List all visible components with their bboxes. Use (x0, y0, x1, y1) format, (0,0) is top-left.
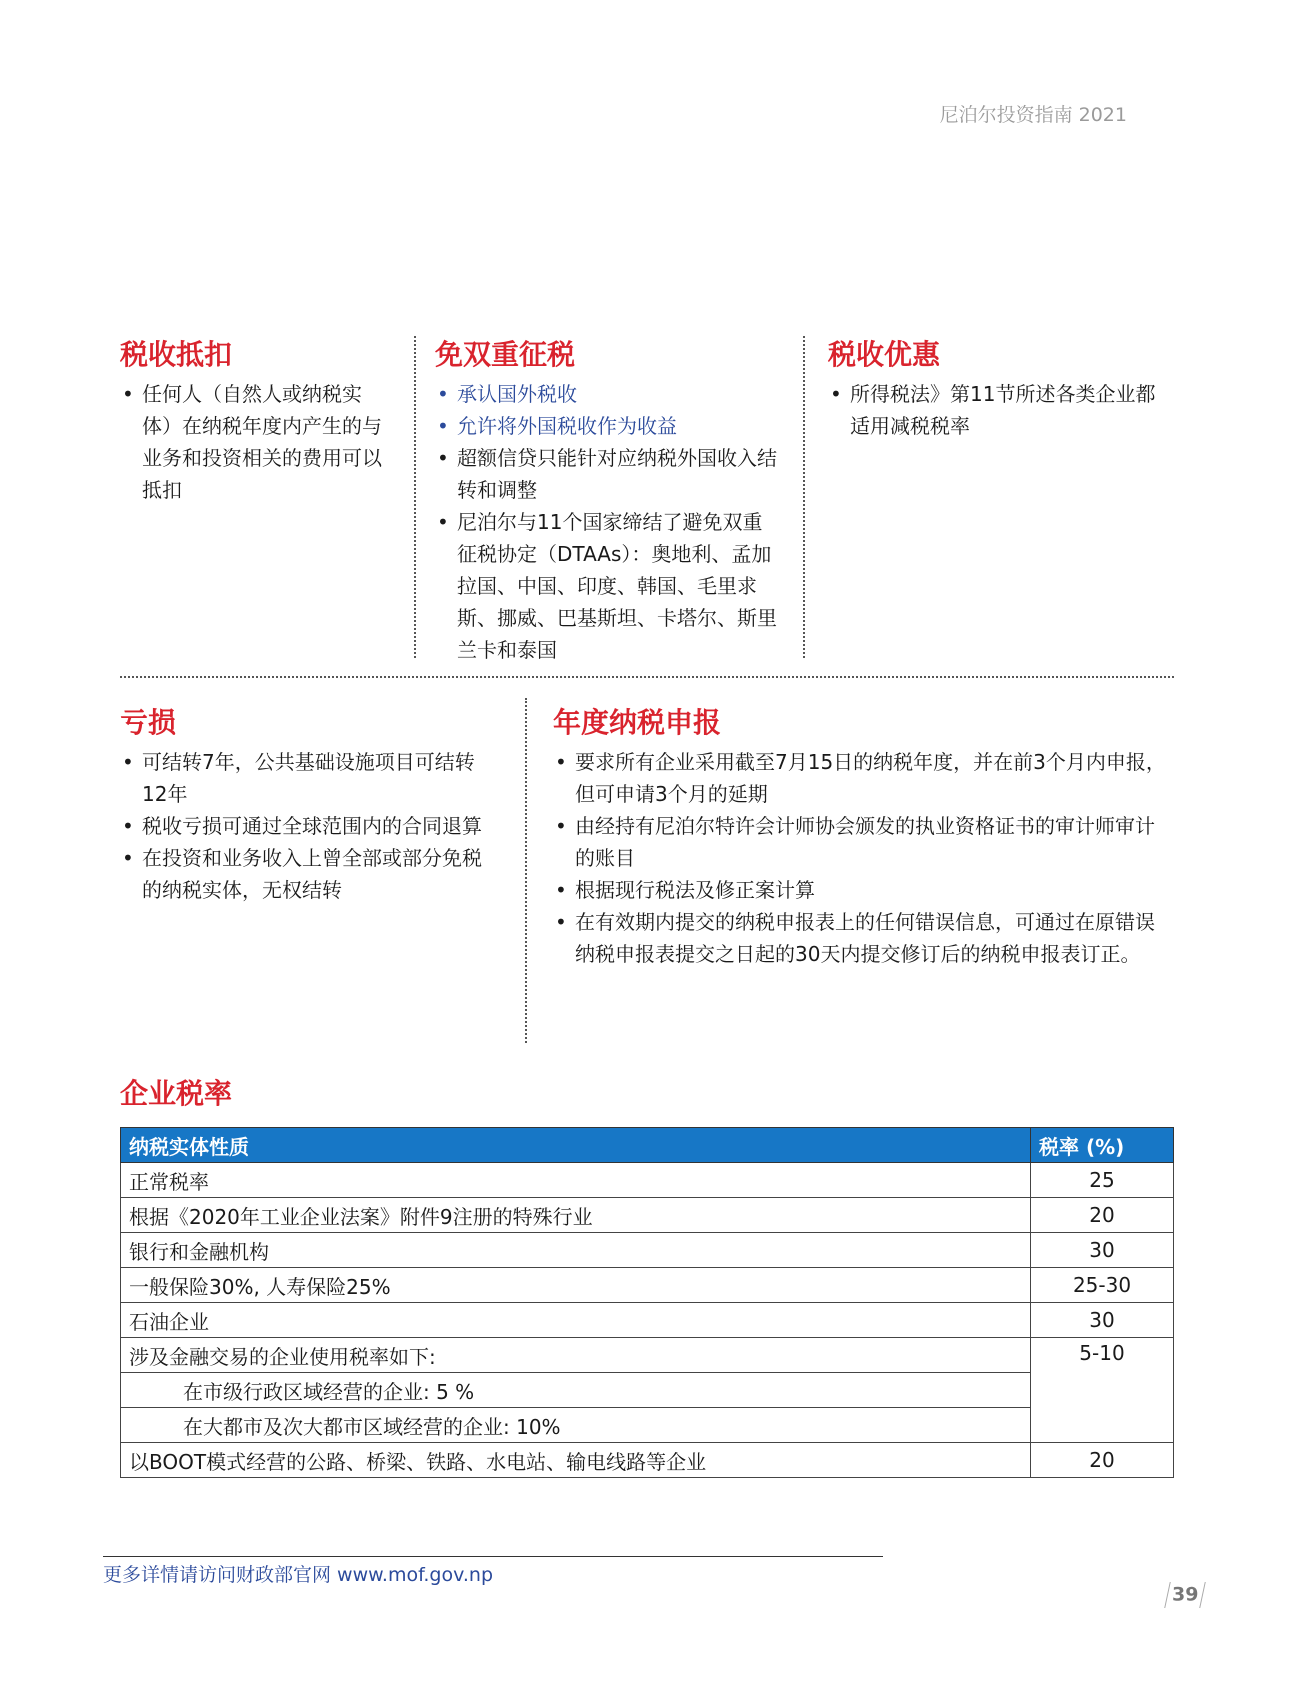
list-item: • 任何人（自然人或纳税实体）在纳税年度内产生的与业务和投资相关的费用可以抵扣 (120, 378, 390, 506)
entity-type-cell: 银行和金融机构 (121, 1233, 1031, 1268)
table-row (121, 1373, 1174, 1408)
bullet-list (553, 746, 1173, 970)
rate-cell: 25 (1031, 1163, 1174, 1198)
table-row (121, 1163, 1174, 1198)
entity-type-cell: 正常税率 (121, 1163, 1031, 1198)
bullet-list (120, 378, 390, 506)
slash-decoration (1164, 1582, 1171, 1608)
table-row (121, 1303, 1174, 1338)
footer-website-note: 更多详情请访问财政部官网 www.mof.gov.np (103, 1564, 494, 1586)
column-header-rate: 税率 (%) (1031, 1128, 1174, 1163)
table-row (121, 1198, 1174, 1233)
corporate-tax-rate-table (120, 1127, 1174, 1478)
table-row (121, 1443, 1174, 1478)
rate-cell: 20 (1031, 1443, 1174, 1478)
bullet-list (435, 378, 777, 666)
table-row (121, 1268, 1174, 1303)
entity-type-cell: 石油企业 (121, 1303, 1031, 1338)
section-heading: 年度纳税申报 (553, 706, 722, 739)
section-heading: 税收抵扣 (120, 338, 233, 371)
list-item: • 尼泊尔与11个国家缔结了避免双重征税协定（DTAAs）：奥地利、孟加拉国、中国、印度、韩国、毛里求斯、挪威、巴基斯坦、卡塔尔、斯里兰卡和泰国 (435, 506, 777, 666)
page-number (1163, 1582, 1207, 1608)
rate-cell: 25-30 (1031, 1268, 1174, 1303)
bullet-list (120, 746, 490, 906)
rates-heading: 企业税率 (120, 1077, 233, 1110)
vertical-divider (803, 336, 805, 658)
list-item: • 根据现行税法及修正案计算 (553, 874, 1173, 906)
vertical-divider (414, 336, 416, 658)
rate-cell: 20 (1031, 1198, 1174, 1233)
list-item: • 可结转7年，公共基础设施项目可结转12年 (120, 746, 490, 810)
entity-type-subcell: 在大都市及次大都市区域经营的企业: 10% (121, 1408, 1031, 1443)
section-double-taxation (435, 338, 777, 666)
table-row (121, 1233, 1174, 1268)
section-tax-deduction (120, 338, 390, 506)
column-header-entity-type: 纳税实体性质 (121, 1128, 1031, 1163)
section-heading: 免双重征税 (435, 338, 576, 371)
slash-decoration (1200, 1582, 1207, 1608)
list-item: • 允许将外国税收作为收益 (435, 410, 777, 442)
rate-cell: 30 (1031, 1303, 1174, 1338)
entity-type-cell: 根据《2020年工业企业法案》附件9注册的特殊行业 (121, 1198, 1031, 1233)
entity-type-subcell: 在市级行政区域经营的企业: 5 % (121, 1373, 1031, 1408)
list-item: • 超额信贷只能针对应纳税外国收入结转和调整 (435, 442, 777, 506)
table-row (121, 1408, 1174, 1443)
entity-type-cell: 以BOOT模式经营的公路、桥梁、铁路、水电站、输电线路等企业 (121, 1443, 1031, 1478)
list-item: • 所得税法》第11节所述各类企业都适用减税税率 (828, 378, 1173, 442)
list-item: • 税收亏损可通过全球范围内的合同退算 (120, 810, 490, 842)
page-number-value: 39 (1172, 1583, 1199, 1606)
section-heading: 税收优惠 (828, 338, 941, 371)
list-item: • 在有效期内提交的纳税申报表上的任何错误信息，可通过在原错误纳税申报表提交之日起的30天内提交修订后的纳税申报表订正。 (553, 906, 1173, 970)
rate-cell: 30 (1031, 1233, 1174, 1268)
rate-cell: 5-10 (1031, 1338, 1174, 1443)
list-item: • 要求所有企业采用截至7月15日的纳税年度，并在前3个月内申报，但可申请3个月的延期 (553, 746, 1173, 810)
section-heading: 亏损 (120, 706, 177, 739)
section-tax-incentive (828, 338, 1173, 442)
table-row (121, 1338, 1174, 1373)
entity-type-cell: 一般保险30%, 人寿保险25% (121, 1268, 1031, 1303)
section-annual-tax-return (553, 706, 1173, 970)
footer-divider (103, 1556, 883, 1557)
vertical-divider (525, 698, 527, 1043)
entity-type-cell: 涉及金融交易的企业使用税率如下: (121, 1338, 1031, 1373)
list-item: • 由经持有尼泊尔特许会计师协会颁发的执业资格证书的审计师审计的账目 (553, 810, 1173, 874)
list-item: • 在投资和业务收入上曾全部或部分免税的纳税实体，无权结转 (120, 842, 490, 906)
document-header-title: 尼泊尔投资指南 2021 (939, 104, 1127, 126)
horizontal-divider (120, 676, 1174, 678)
list-item: • 承认国外税收 (435, 378, 777, 410)
table-header-row (121, 1128, 1174, 1163)
bullet-list (828, 378, 1173, 442)
section-losses (120, 706, 490, 906)
